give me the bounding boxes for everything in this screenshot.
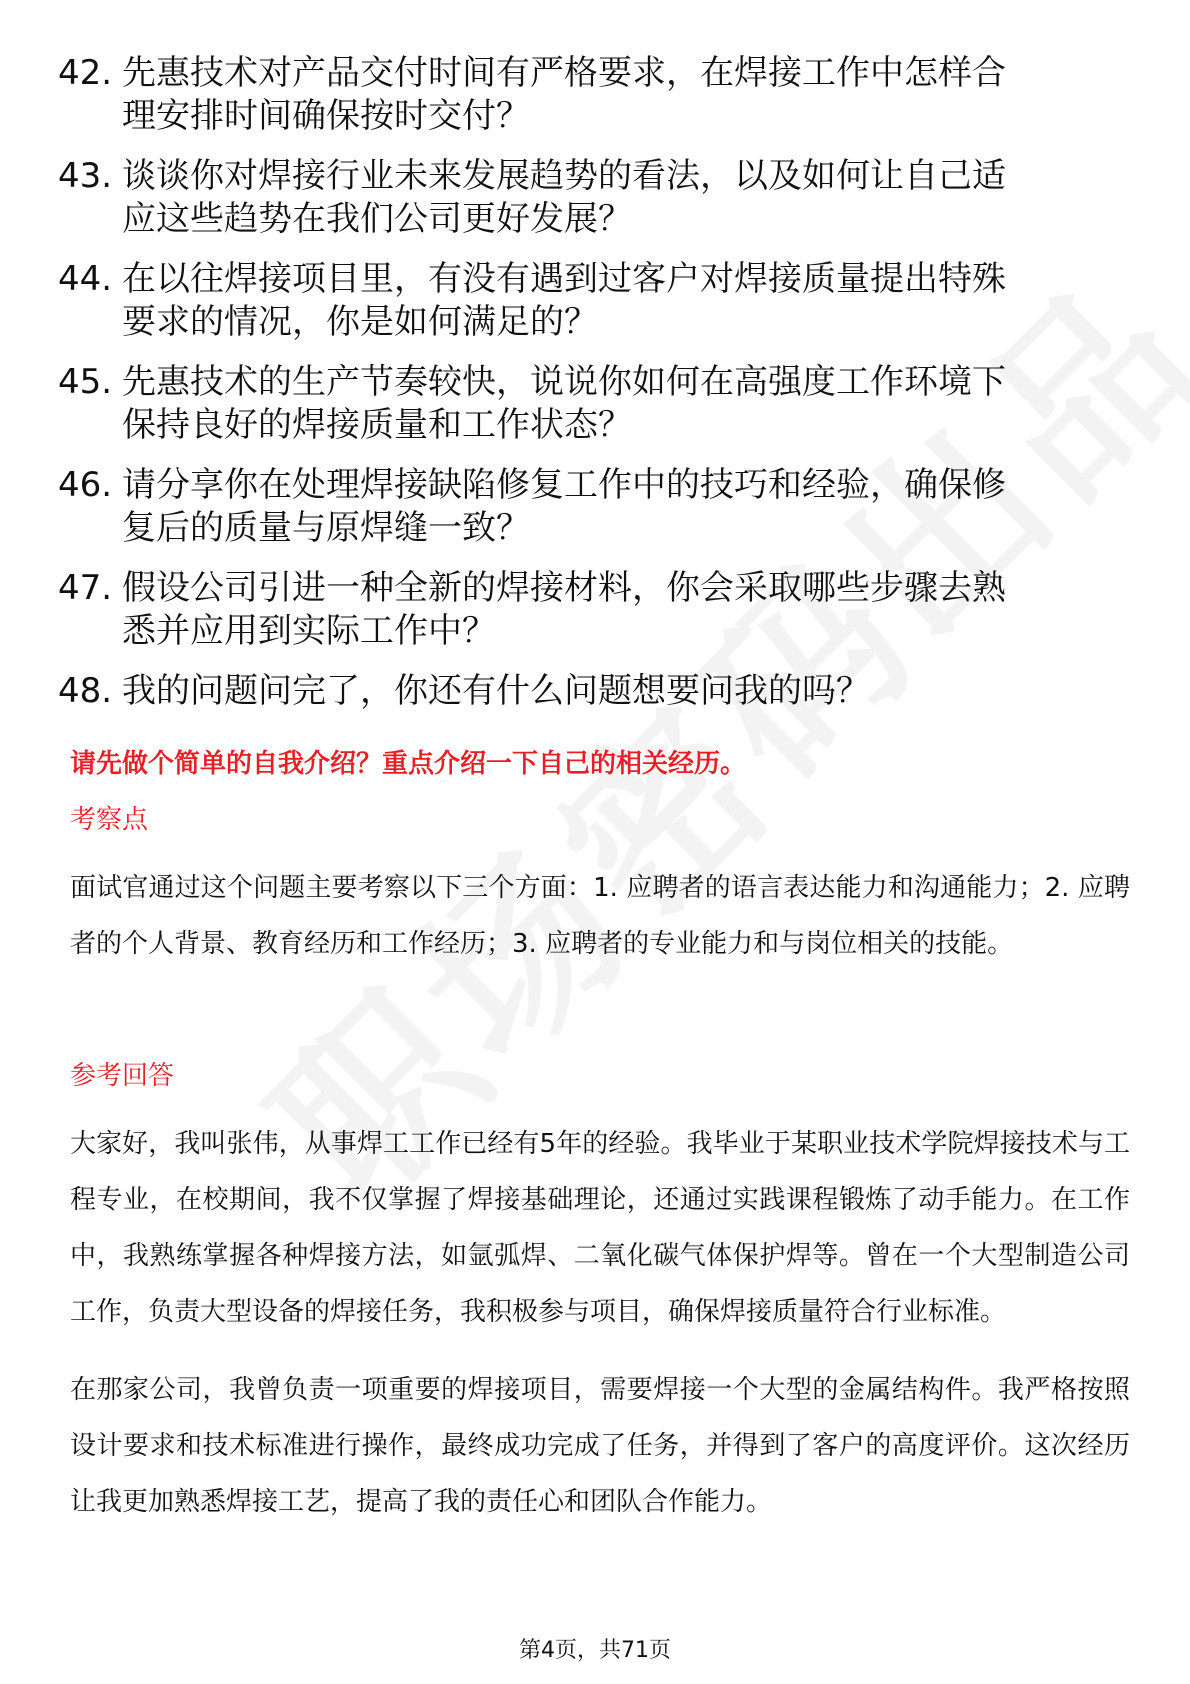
reference-section bbox=[70, 1058, 1130, 1530]
question-text: 先惠技术对产品交付时间有严格要求，在焊接工作中怎样合理安排时间确保按时交付？ bbox=[122, 53, 1006, 136]
focus-question-heading: 请先做个简单的自我介绍？重点介绍一下自己的相关经历。 bbox=[70, 749, 747, 779]
reference-paragraph: 在那家公司，我曾负责一项重要的焊接项目，需要焊接一个大型的金属结构件。我严格按照设计要求和技术标准进行操作，最终成功完成了任务，并得到了客户的高度评价。这次经历让我更加熟悉焊接工艺，提高了我的责任心和团队合作能力。 bbox=[70, 1375, 1130, 1517]
assessment-heading: 考察点 bbox=[70, 805, 149, 835]
question-number: 44. bbox=[58, 259, 113, 299]
list-item bbox=[58, 361, 1138, 447]
question-number: 45. bbox=[58, 362, 113, 402]
question-number: 42. bbox=[58, 53, 113, 93]
question-text: 谈谈你对焊接行业未来发展趋势的看法，以及如何让自己适应这些趋势在我们公司更好发展？ bbox=[122, 156, 1006, 239]
question-number: 46. bbox=[58, 465, 113, 505]
assessment-section bbox=[70, 802, 1130, 972]
list-item bbox=[58, 670, 1138, 713]
focus-question-section bbox=[70, 746, 1130, 782]
question-text: 在以往焊接项目里，有没有遇到过客户对焊接质量提出特殊要求的情况，你是如何满足的？ bbox=[122, 259, 1006, 342]
list-item bbox=[58, 464, 1138, 550]
question-text: 请分享你在处理焊接缺陷修复工作中的技巧和经验，确保修复后的质量与原焊缝一致？ bbox=[122, 465, 1006, 548]
question-text: 我的问题问完了，你还有什么问题想要问我的吗？ bbox=[122, 671, 870, 711]
list-item bbox=[58, 258, 1138, 344]
list-item bbox=[58, 52, 1138, 138]
list-item bbox=[58, 567, 1138, 653]
reference-heading: 参考回答 bbox=[70, 1061, 175, 1091]
question-number: 48. bbox=[58, 671, 113, 711]
assessment-text: 面试官通过这个问题主要考察以下三个方面：1. 应聘者的语言表达能力和沟通能力；2. 应聘者的个人背景、教育经历和工作经历；3. 应聘者的专业能力和与岗位相关的技能。 bbox=[70, 873, 1130, 959]
question-text: 假设公司引进一种全新的焊接材料，你会采取哪些步骤去熟悉并应用到实际工作中？ bbox=[122, 568, 1006, 651]
question-text: 先惠技术的生产节奏较快，说说你如何在高强度工作环境下保持良好的焊接质量和工作状态？ bbox=[122, 362, 1006, 445]
reference-paragraph: 大家好，我叫张伟，从事焊工工作已经有5年的经验。我毕业于某职业技术学院焊接技术与工程专业，在校期间，我不仅掌握了焊接基础理论，还通过实践课程锻炼了动手能力。在工作中，我熟练掌握各种焊接方法，如氩弧焊、二氧化碳气体保护焊等。曾在一个大型制造公司工作，负责大型设备的焊接任务，我积极参与项目，确保焊接质量符合行业标准。 bbox=[70, 1129, 1130, 1327]
question-number: 47. bbox=[58, 568, 113, 608]
question-list bbox=[58, 52, 1138, 730]
page-number: 第4页，共71页 bbox=[519, 1638, 671, 1663]
question-number: 43. bbox=[58, 156, 113, 196]
list-item bbox=[58, 155, 1138, 241]
